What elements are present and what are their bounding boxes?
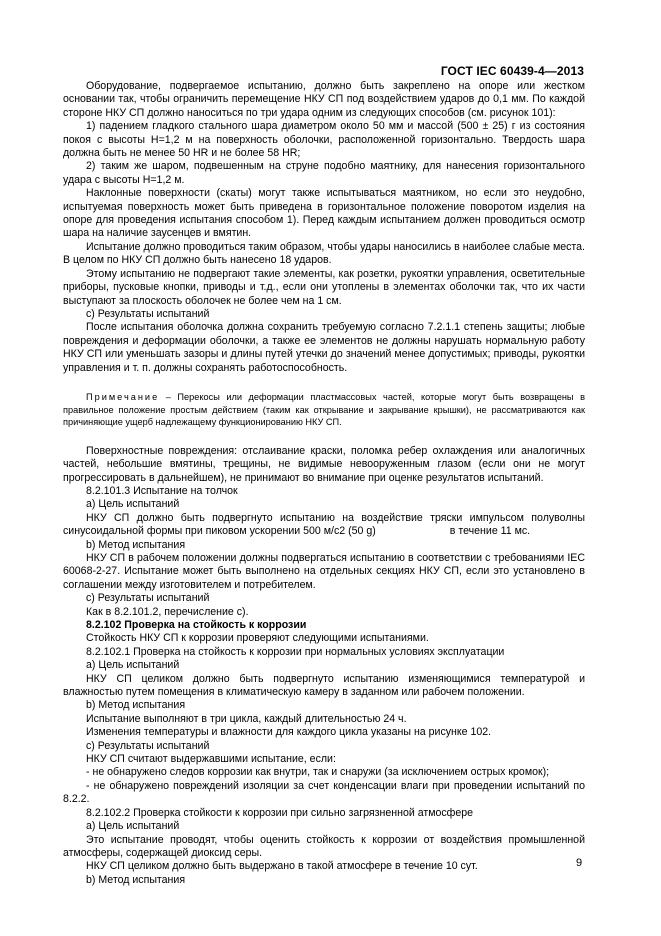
paragraph: Изменения температуры и влажности для каждого цикла указаны на рисунке 102. <box>86 726 492 739</box>
paragraph: b) Метод испытания <box>86 538 186 551</box>
paragraph: a) Цель испытаний <box>86 659 180 672</box>
paragraph: a) Цель испытаний <box>86 498 180 511</box>
paragraph: c) Результаты испытаний <box>86 592 210 605</box>
paragraph: a) Цель испытаний <box>86 820 180 833</box>
section-heading: 8.2.102 Проверка на стойкость к коррозии <box>86 619 307 631</box>
paragraph <box>63 512 585 539</box>
paragraph: b) Метод испытания <box>86 699 186 712</box>
paragraph: Поверхностные повреждения: отслаивание краски, поломка ребер охлаждения или аналогичных частей, небольшие вмятины, трещины, не видимые невооруженным глазом (если они не могут прогрессировать в дальнейшем), не принимают во внимание при оценке результатов испытаний. <box>63 444 585 484</box>
note-text: – Перекосы или деформации пластмассовых частей, которые могут быть возвращены в правильное положение простым действием (таким как открывание и закрывание крышки), не рассматриваются как причиняющие ущерб надлежащему функционированию НКУ СП. <box>63 391 585 428</box>
paragraph: b) Метод испытания <box>86 873 186 886</box>
document-body <box>63 80 585 887</box>
paragraph: Наклонные поверхности (скаты) могут также испытываться маятником, но если это неудобно, испытуемая поверхность может быть приведена в горизонтальное положение поворотом изделия на опоре для проведения испытания способом 1). Перед каждым испытанием должен проводиться осмотр шара на наличие заусенцев и вмятин. <box>63 187 585 240</box>
paragraph: НКУ СП целиком должно быть подвергнуто испытанию изменяющимися температурой и влажностью путем помещения в климатическую камеру в заданном или рабочем положении. <box>63 672 585 699</box>
paragraph: Это испытание проводят, чтобы оценить стойкость к коррозии от воздействия промышленной атмосферы, содержащей диоксид серы. <box>63 833 585 859</box>
note-paragraph <box>63 391 585 429</box>
paragraph: c) Результаты испытаний <box>86 307 210 320</box>
paragraph: Испытание выполняют в три цикла, каждый длительностью 24 ч. <box>86 712 407 725</box>
paragraph: НКУ СП в рабочем положении должны подвергаться испытанию в соответствии с требованиями IEC 60068-2-27. Испытание может быть выполнено на отдельных секциях НКУ СП, если это установлено в соглашении между изготовителем и потребителем. <box>63 551 585 591</box>
paragraph: Этому испытанию не подвергают такие элементы, как розетки, рукоятки управления, осветительные приборы, пусковые кнопки, приводы и т.д., если они утоплены в элементах оболочки так, что их части выступают за плоскость оболочек не более чем на 1 см. <box>63 267 585 307</box>
clause-heading: 8.2.102.2 Проверка стойкости к коррозии при сильно загрязненной атмосфере <box>86 806 474 819</box>
paragraph: Испытание должно проводиться таким образом, чтобы удары наносились в наиболее слабые места. В целом по НКУ СП должно быть нанесено 18 ударов. <box>63 240 585 267</box>
paragraph: 1) падением гладкого стального шара диаметром около 50 мм и массой (500 ± 25) г из состояния покоя с высоты H=1,2 м на поверхность оболочки, расположенной горизонтально. Твердость шара должна быть не менее 50 HR и не более 58 HR; <box>63 120 585 160</box>
paragraph: После испытания оболочка должна сохранить требуемую согласно 7.2.1.1 степень защиты; любые повреждения и деформации оболочки, а также ее элементов не должны нарушать нормальную работу НКУ СП или уменьшать зазоры и длины путей утечки до значений менее допустимых; приводы, рукоятки управления и т. п. должны сохранять работоспособность. <box>63 321 585 374</box>
paragraph: НКУ СП считают выдержавшими испытание, если: <box>86 753 336 766</box>
list-item: - не обнаружено повреждений изоляции за счет конденсации влаги при проведении испытаний по 8.2.2. <box>63 779 585 806</box>
page-number: 9 <box>576 857 583 869</box>
paragraph: НКУ СП целиком должно быть выдержано в такой атмосфере в течение 10 сут. <box>86 860 478 873</box>
paragraph: Оборудование, подвергаемое испытанию, должно быть закреплено на опоре или жестком основании так, чтобы ограничить перемещение НКУ СП под воздействием ударов до 0,1 мм. По каждой стороне НКУ СП должно наноситься по три удара одним из следующих способов (см. рисунок 101): <box>63 80 585 119</box>
paragraph-text: в течение 11 мс. <box>449 525 531 538</box>
paragraph: Стойкость НКУ СП к коррозии проверяют следующими испытаниями. <box>86 632 429 645</box>
clause-heading: 8.2.101.3 Испытание на толчок <box>86 484 238 497</box>
note-label: Примечание <box>86 391 160 402</box>
paragraph: Как в 8.2.101.2, перечисление с). <box>86 605 249 618</box>
paragraph: 2) таким же шаром, подвешенным на струне подобно маятнику, для нанесения горизонтального удара с высоты H=1,2 м. <box>63 160 585 186</box>
document-header: ГОСТ IEC 60439-4—2013 <box>440 64 584 78</box>
list-item: - не обнаружено следов коррозии как внутри, так и снаружи (за исключением острых кромок); <box>86 766 550 779</box>
paragraph: c) Результаты испытаний <box>86 739 210 752</box>
clause-heading: 8.2.102.1 Проверка на стойкость к коррозии при нормальных условиях эксплуатации <box>86 645 505 658</box>
paragraph-text: НКУ СП должно быть подвергнуто испытанию на воздействие тряски импульсом полуволны синусоидальной формы при пиковом ускорении 500 м/с2 (50 g) <box>63 511 585 538</box>
